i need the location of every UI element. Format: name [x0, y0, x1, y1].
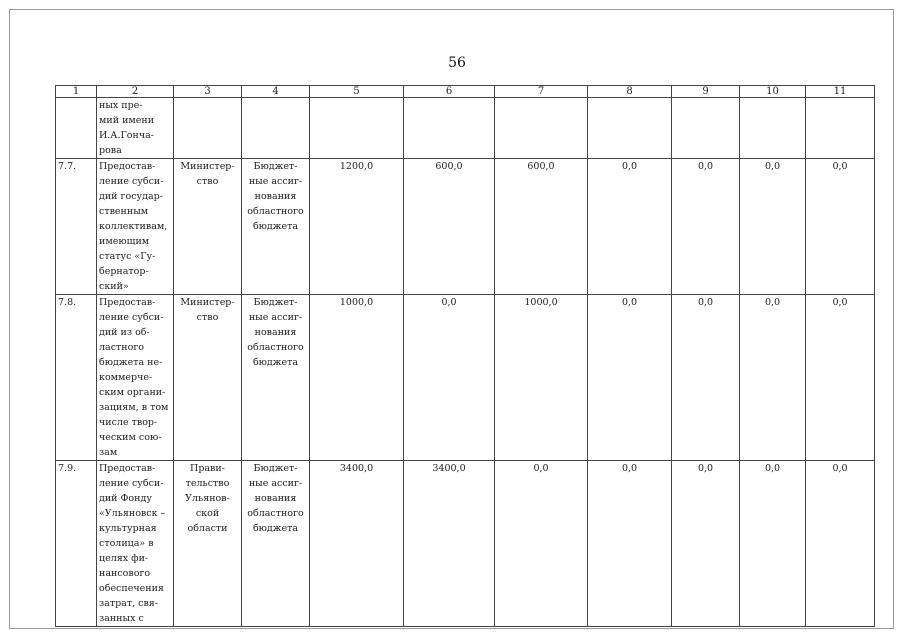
measure-name-line: ским органи- — [99, 387, 166, 398]
value-cell — [310, 98, 404, 159]
measure-name-line: затрат, свя- — [99, 598, 159, 609]
measure-name-line: зам — [99, 447, 118, 458]
page-number: 56 — [448, 55, 466, 71]
measure-name-line: дий Фонду — [99, 493, 152, 504]
value-cell — [310, 159, 404, 295]
value-text: 0,0 — [441, 297, 457, 308]
measure-name — [97, 295, 174, 461]
measure-name-line: целях фи- — [99, 553, 149, 564]
value-cell — [495, 461, 588, 627]
value-cell — [310, 461, 404, 627]
column-header: 6 — [404, 86, 495, 98]
measure-name-line: ление субси- — [99, 312, 164, 323]
column-header: 10 — [740, 86, 806, 98]
value-cell — [495, 159, 588, 295]
measure-name-line: культурная — [99, 523, 157, 534]
table-row — [56, 98, 875, 159]
value-text: 0,0 — [533, 463, 549, 474]
value-text: 0,0 — [832, 161, 848, 172]
column-header: 1 — [56, 86, 97, 98]
measure-name-line: И.А.Гонча- — [99, 130, 155, 141]
value-cell — [588, 98, 672, 159]
value-text: 1000,0 — [524, 297, 558, 308]
value-text: 3400,0 — [432, 463, 466, 474]
value-cell — [404, 98, 495, 159]
measure-name-line: Предостав- — [99, 297, 156, 308]
value-text: 1200,0 — [339, 161, 374, 172]
measure-name-line: имеющим — [99, 236, 150, 247]
measure-name-line: зациям, в том — [99, 402, 169, 413]
table-row — [56, 461, 875, 627]
value-cell — [588, 461, 672, 627]
value-text: 0,0 — [832, 297, 848, 308]
budget-table — [55, 85, 875, 627]
value-text: 1000,0 — [339, 297, 374, 308]
value-text: 0,0 — [697, 463, 714, 474]
row-number — [56, 98, 97, 159]
funding-source-cell: Бюджет- ные ассиг- нования областного бюджета — [242, 159, 310, 295]
value-cell — [806, 98, 875, 159]
measure-name-line: коллективам, — [99, 221, 168, 232]
column-header: 2 — [97, 86, 174, 98]
value-cell — [588, 159, 672, 295]
table-body — [56, 98, 875, 627]
value-cell — [806, 159, 875, 295]
value-cell — [588, 295, 672, 461]
measure-name — [97, 98, 174, 159]
measure-name-line: занных с — [99, 613, 144, 624]
value-cell — [404, 461, 495, 627]
row-number: 7.9. — [56, 461, 97, 627]
executor-cell: Министер- ство — [174, 295, 242, 461]
value-cell — [495, 98, 588, 159]
value-text: 3400,0 — [339, 463, 374, 474]
measure-name — [97, 461, 174, 627]
value-text: 0,0 — [697, 161, 714, 172]
value-cell — [672, 98, 740, 159]
measure-name-line: ственным — [99, 206, 149, 217]
header-row — [56, 86, 875, 98]
value-cell — [806, 295, 875, 461]
value-cell — [672, 159, 740, 295]
table-row — [56, 159, 875, 295]
value-text: 0,0 — [764, 161, 781, 172]
column-header: 8 — [588, 86, 672, 98]
executor-cell: Прави- тельство Ульянов- ской области — [174, 461, 242, 627]
funding-source-cell — [242, 98, 310, 159]
measure-name-line: ление субси- — [99, 478, 164, 489]
measure-name-line: дий государ- — [99, 191, 163, 202]
value-cell — [740, 98, 806, 159]
value-text: 0,0 — [621, 161, 638, 172]
measure-name-line: бюджета не- — [99, 357, 163, 368]
column-header: 5 — [310, 86, 404, 98]
column-header: 7 — [495, 86, 588, 98]
value-cell — [404, 295, 495, 461]
measure-name-line: «Ульяновск – — [99, 508, 166, 519]
measure-name-line: числе твор- — [99, 417, 158, 428]
measure-name-line: ных пре- — [99, 100, 143, 111]
value-cell — [672, 461, 740, 627]
value-cell — [495, 295, 588, 461]
value-cell — [310, 295, 404, 461]
measure-name-line: нансового — [99, 568, 151, 579]
funding-source-cell: Бюджет- ные ассиг- нования областного бюджета — [242, 461, 310, 627]
column-header: 3 — [174, 86, 242, 98]
column-header: 11 — [806, 86, 875, 98]
value-cell — [404, 159, 495, 295]
measure-name-line: столица» в — [99, 538, 154, 549]
value-text: 600,0 — [435, 161, 463, 172]
measure-name-line: статус «Гу- — [99, 251, 156, 262]
measure-name-line: Предостав- — [99, 463, 156, 474]
value-cell — [740, 159, 806, 295]
value-text: 0,0 — [621, 463, 638, 474]
measure-name-line: бернатор- — [99, 266, 149, 277]
measure-name-line: ление субси- — [99, 176, 164, 187]
measure-name-line: ческим сою- — [99, 432, 162, 443]
table-row — [56, 295, 875, 461]
value-text: 0,0 — [621, 297, 638, 308]
measure-name-line: рова — [99, 145, 122, 156]
value-text: 0,0 — [832, 463, 848, 474]
measure-name-line: обеспечения — [99, 583, 164, 594]
executor-cell — [174, 98, 242, 159]
measure-name-line: ластного — [99, 342, 145, 353]
value-text: 0,0 — [764, 463, 781, 474]
value-text: 0,0 — [697, 297, 714, 308]
value-cell — [740, 461, 806, 627]
measure-name-line: Предостав- — [99, 161, 156, 172]
row-number: 7.7. — [56, 159, 97, 295]
measure-name — [97, 159, 174, 295]
funding-source-cell: Бюджет- ные ассиг- нования областного бюджета — [242, 295, 310, 461]
executor-cell: Министер- ство — [174, 159, 242, 295]
value-text: 0,0 — [764, 297, 781, 308]
measure-name-line: ский» — [99, 281, 129, 292]
value-cell — [740, 295, 806, 461]
measure-name-line: дий из об- — [99, 327, 150, 338]
row-number: 7.8. — [56, 295, 97, 461]
column-header: 4 — [242, 86, 310, 98]
measure-name-line: коммерче- — [99, 372, 153, 383]
column-header: 9 — [672, 86, 740, 98]
value-text: 600,0 — [527, 161, 555, 172]
measure-name-line: мий имени — [99, 115, 155, 126]
value-cell — [672, 295, 740, 461]
value-cell — [806, 461, 875, 627]
